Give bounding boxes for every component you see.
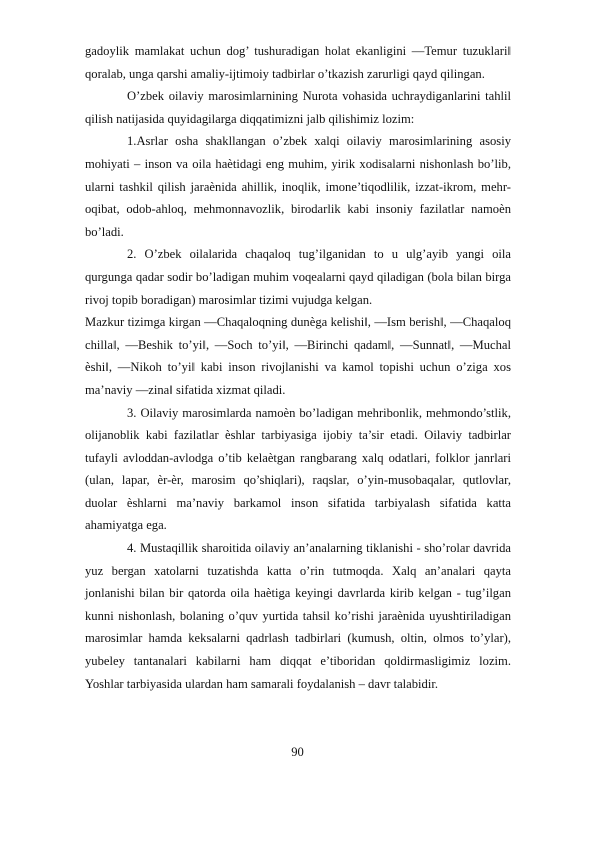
paragraph-point-3: 3. Oilaviy marosimlarda namoѐn bo’ladigan mehribonlik, mehmondo’stlik, olijanoblik kabi fazilatlar ѐshlar tarbiyasiga ijobiy ta’sir etadi. Oilaviy tadbirlar tufayli avloddan-avlodga o’tib kelaѐtgan rangbarang xalq odatlari, folklor janrlari (ulan, lapar, ѐr-ѐr, marosim qo’shiqlari), raqslar, o’yin-musobaqalar, qutlovlar, duolar ѐshlarni ma’naviy barkamol inson sifatida tarbiyalash sifatida katta ahamiyatga ega.: [85, 405, 511, 533]
page-number: 90: [291, 745, 304, 759]
document-page: [85, 40, 511, 695]
paragraph-ceremony-list: Mazkur tizimga kirgan ―Chaqaloqning dunѐga kelishi‖, ―Ism berish‖, ―Chaqaloq chilla‖, ―Beshik to’yi‖, ―Soch to’yi‖, ―Birinchi qadam‖, ―Sunnat‖, ―Muchal ѐshi‖, ―Nikoh to’yi‖ kabi inson rivojlanishi va kamol topishi uchun o’ziga xos ma’naviy ―zina‖ sifatida xizmat qiladi.: [85, 315, 511, 397]
paragraph-continuation: gadoylik mamlakat uchun dog’ tushuradigan holat ekanligini ―Temur tuzuklari‖ qoralab, unga qarshi amaliy-ijtimoiy tadbirlar o’tkazish zarurligi qayd qilingan.: [85, 44, 511, 81]
paragraph-point-2: 2. O’zbek oilalarida chaqaloq tug’ilganidan to u ulg’ayib yangi oila qurgunga qadar sodir bo’ladigan muhim voqealarni qayd qiladigan (bola bilan birga rivoj topib boradigan) marosimlar tizimi vujudga kelgan.: [85, 247, 511, 307]
paragraph-intro: O’zbek oilaviy marosimlarnining Nurota vohasida uchraydiganlarini tahlil qilish natijasida quyidagilarga diqqatimizni jalb qilishimiz lozim:: [85, 89, 511, 126]
paragraph-point-1: 1.Asrlar osha shakllangan o’zbek xalqi oilaviy marosimlarining asosiy mohiyati – inson va oila haѐtidagi eng muhim, yirik xodisalarni nishonlash bo’lib, ularni tashkil qilish jaraѐnida ahillik, inoqlik, imone’tiqodlilik, izzat-ikrom, mehr-oqibat, odob-ahloq, mehmonnavozlik, birodarlik kabi insoniy fazilatlar namoѐn bo’ladi.: [85, 134, 511, 239]
paragraph-point-4: 4. Mustaqillik sharoitida oilaviy an’analarning tiklanishi - sho’rolar davrida yuz bergan xatolarni tuzatishda katta o’rin tutmoqda. Xalq an’analari qayta jonlanishi bilan bir qatorda oila haѐtiga keyingi davrlarda kirib kelgan - tug’ilgan kunni nishonlash, bolaning o’quv yurtida tahsil ko’rishi jaraѐnida uyushtiriladigan marosimlar hamda keksalarni qadrlash tadbirlari (kumush, oltin, olmos to’ylar), yubeley tantanalari kabilarni ham diqqat e’tiboridan qoldirmasligimiz lozim. Yoshlar tarbiyasida ulardan ham samarali foydalanish – davr talabidir.: [85, 541, 511, 691]
